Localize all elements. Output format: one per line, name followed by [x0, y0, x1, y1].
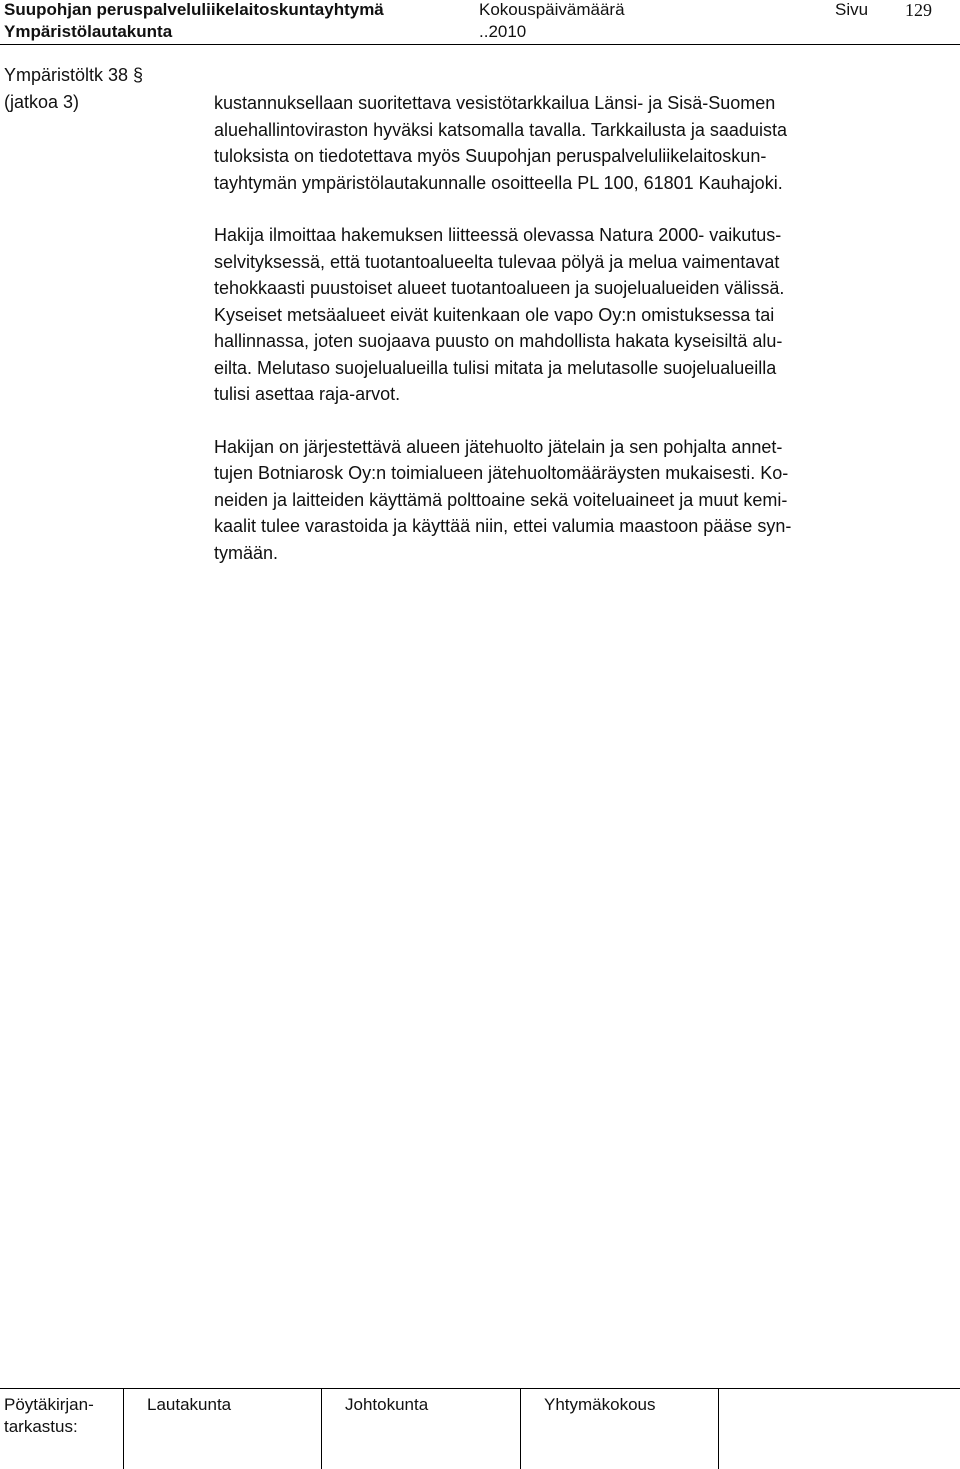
review-label: Pöytäkirjan-	[4, 1395, 94, 1414]
paragraph-3	[214, 434, 944, 567]
footer-column-divider	[718, 1388, 719, 1469]
review-label-cont: tarkastus:	[4, 1417, 78, 1436]
footer-column-divider	[520, 1388, 521, 1469]
text-line: hallinnassa, joten suojaava puusto on mahdollista hakata kyseisiltä alu-	[214, 331, 783, 351]
text-line: tuloksista on tiedotettava myös Suupohjan peruspalveluliikelaitoskun-	[214, 146, 767, 166]
text-line: eilta. Melutaso suojelualueilla tulisi mitata ja melutasolle suojelualueilla	[214, 357, 777, 378]
page-number: 129	[905, 0, 932, 20]
section-continuation: (jatkoa 3)	[4, 92, 80, 112]
header-divider	[0, 44, 960, 45]
text-line: tymään.	[214, 542, 279, 563]
text-line: kustannuksellaan suoritettava vesistötarkkailua Länsi- ja Sisä-Suomen	[214, 93, 776, 113]
footer-column-divider	[321, 1388, 322, 1469]
section-title: Ympäristöltk 38 §	[4, 65, 144, 85]
text-line: selvityksessä, että tuotantoalueelta tulevaa pölyä ja melua vaimentavat	[214, 251, 780, 272]
footer-yhtymakokous: Yhtymäkokous	[544, 1395, 656, 1414]
text-line: tujen Botniarosk Oy:n toimialueen jätehuoltomääräysten mukaisesti. Ko-	[214, 463, 789, 483]
committee-name: Ympäristölautakunta	[4, 22, 173, 41]
meeting-date: ..2010	[479, 22, 527, 41]
text-line: Hakija ilmoittaa hakemuksen liitteessä olevassa Natura 2000- vaikutus-	[214, 225, 782, 245]
text-line: Hakijan on järjestettävä alueen jätehuolto jätelain ja sen pohjalta annet-	[214, 436, 783, 457]
text-line: kaalit tulee varastoida ja käyttää niin, ettei valumia maastoon pääse syn-	[214, 516, 792, 536]
organization-name: Suupohjan peruspalveluliikelaitoskuntayhtymä	[4, 0, 384, 19]
text-line: aluehallintoviraston hyväksi katsomalla tavalla. Tarkkailusta ja saaduista	[214, 119, 787, 140]
footer-divider	[0, 1388, 960, 1389]
footer-column-divider	[123, 1388, 124, 1469]
footer-johtokunta: Johtokunta	[345, 1395, 429, 1414]
paragraph-2	[214, 222, 944, 408]
meeting-date-label: Kokouspäivämäärä	[479, 0, 625, 19]
text-line: tulisi asettaa raja-arvot.	[214, 384, 401, 404]
footer-lautakunta: Lautakunta	[147, 1395, 232, 1414]
paragraph-1	[214, 90, 944, 196]
page-label: Sivu	[835, 0, 869, 19]
text-line: tehokkaasti puustoiset alueet tuotantoalueen ja suojelualueiden välissä.	[214, 278, 785, 298]
text-line: tayhtymän ympäristölautakunnalle osoitteella PL 100, 61801 Kauhajoki.	[214, 172, 783, 193]
document-body	[214, 90, 944, 592]
text-line: neiden ja laitteiden käyttämä polttoaine sekä voiteluaineet ja muut kemi-	[214, 489, 788, 510]
text-line: Kyseiset metsäalueet eivät kuitenkaan ole vapo Oy:n omistuksessa tai	[214, 304, 775, 325]
